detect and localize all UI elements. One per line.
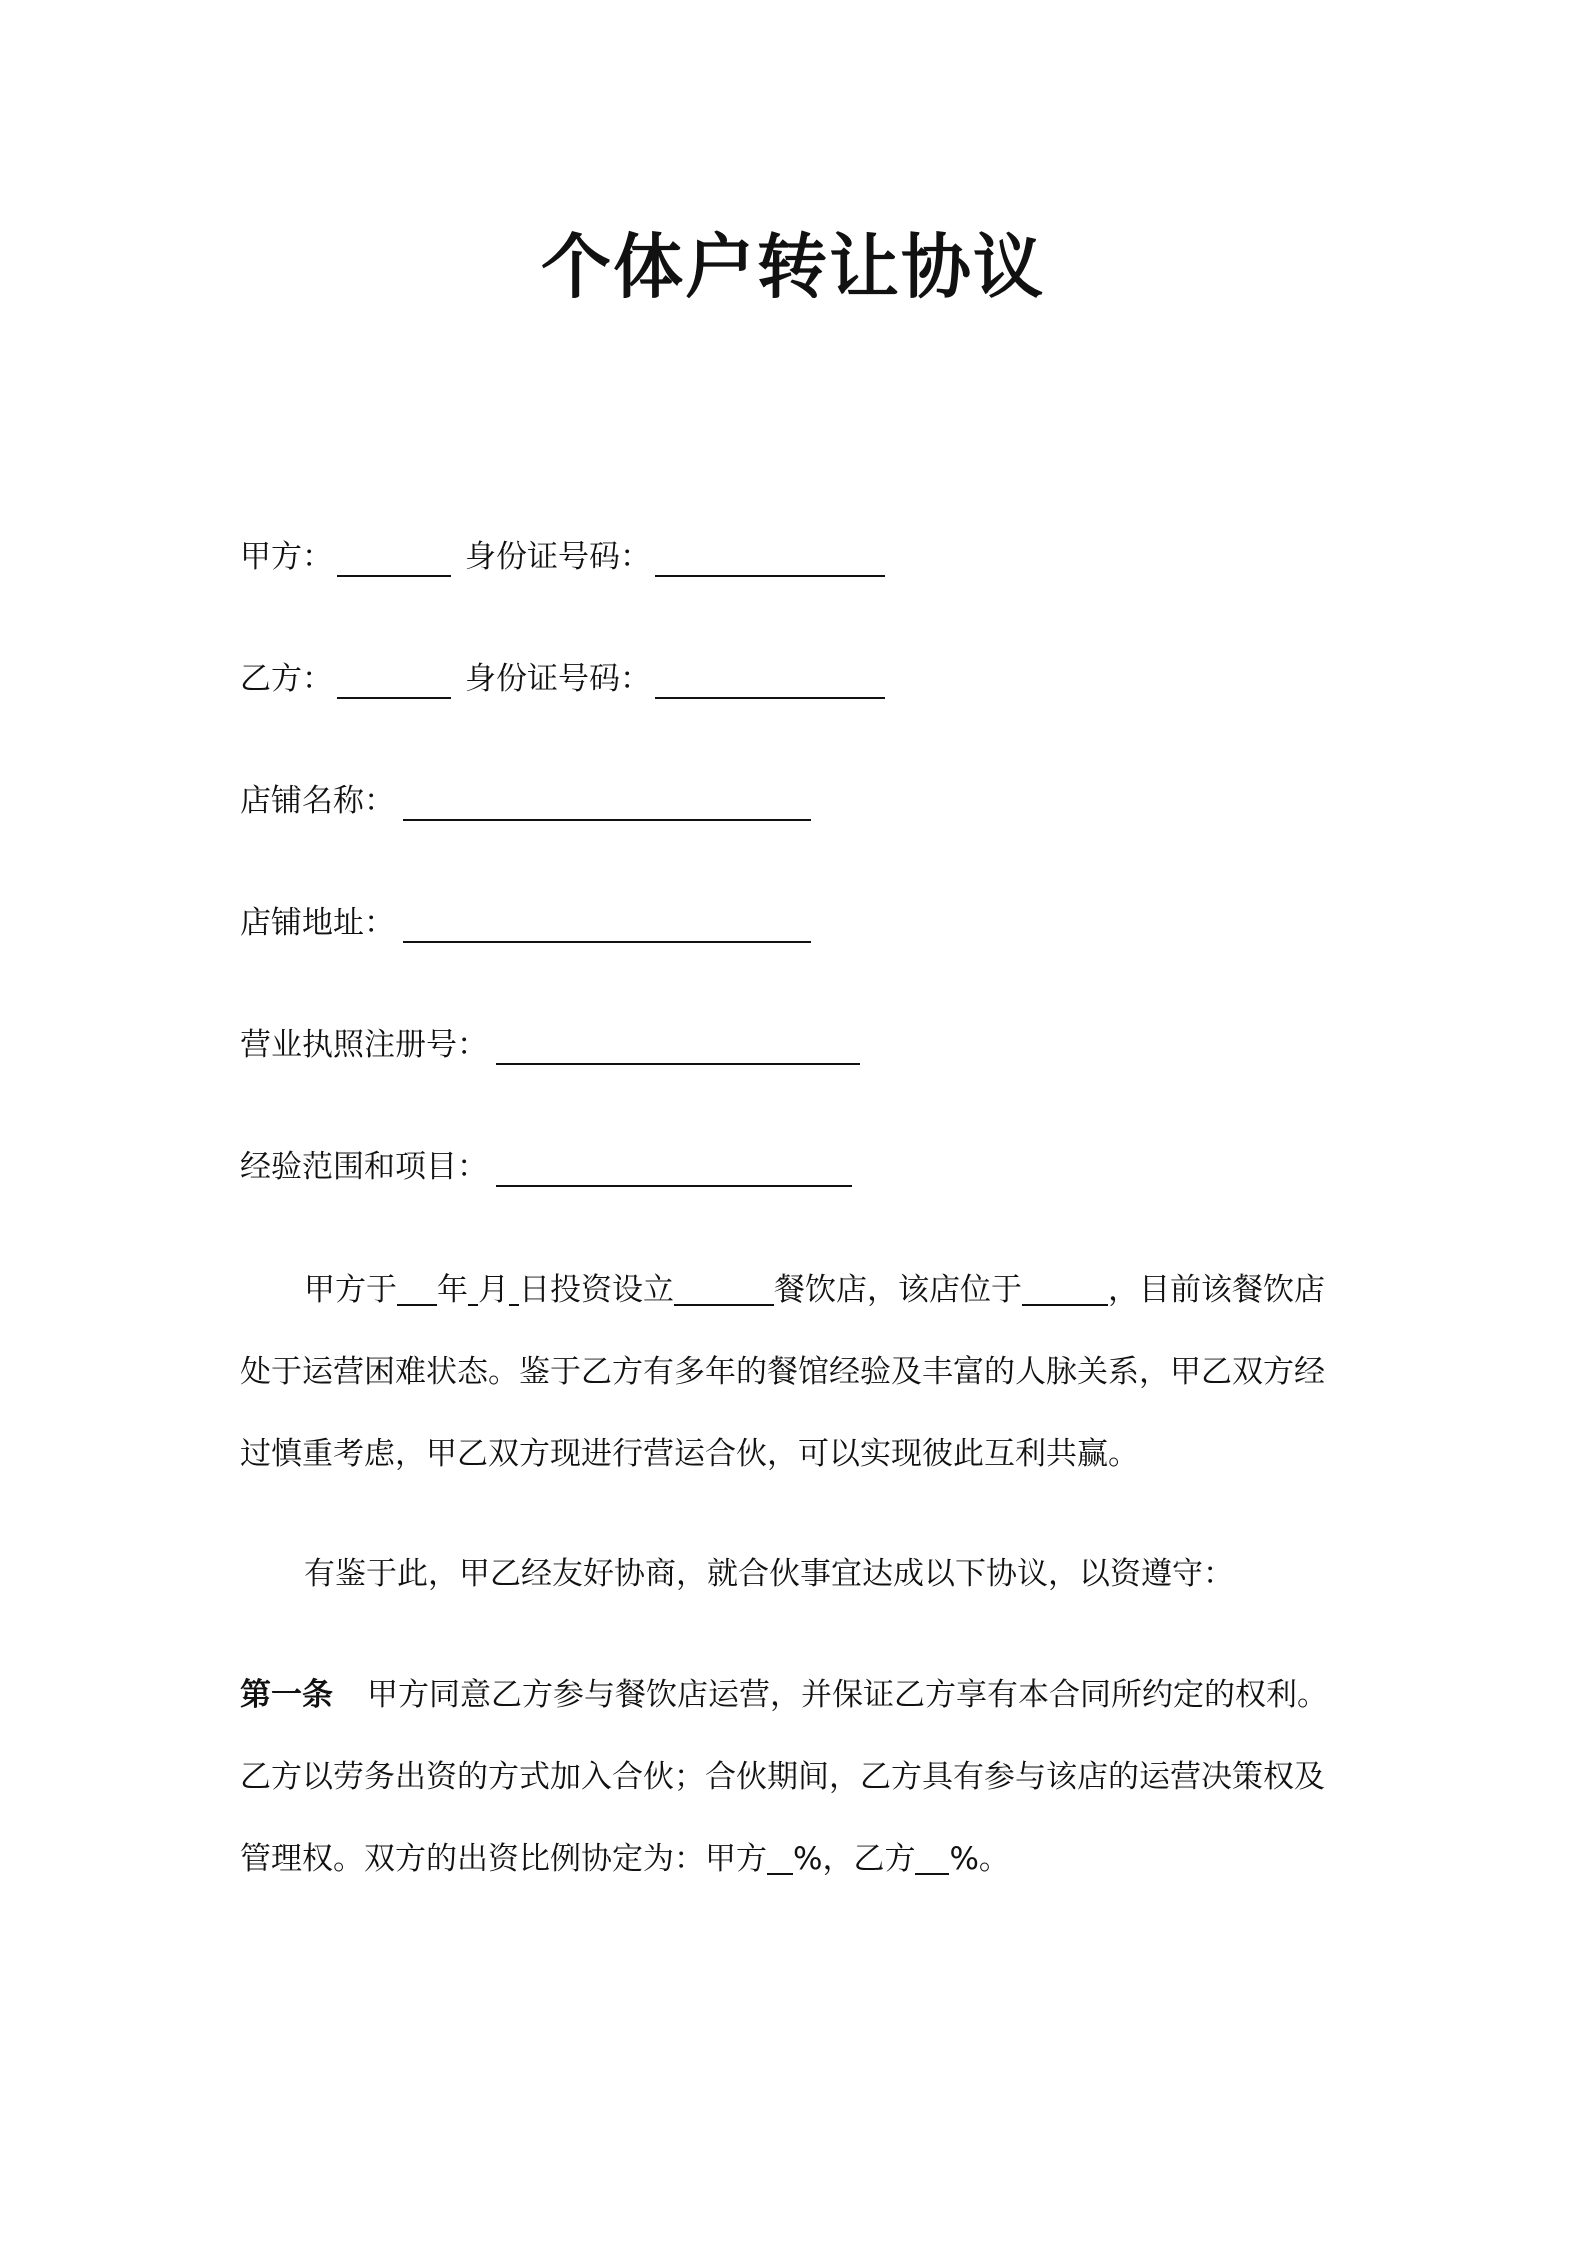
party-b-id-blank[interactable] [655,663,885,699]
party-a-label: 甲方： [240,539,333,575]
party-b-row [240,659,885,699]
restaurant-name-blank[interactable] [674,1274,774,1306]
store-address-label: 店铺地址： [240,905,395,941]
year-blank[interactable] [397,1274,437,1306]
party-a-blank[interactable] [337,541,451,577]
store-name-label: 店铺名称： [240,783,395,819]
article-1-line-1 [240,1654,1352,1736]
intro-text-a: 甲方于 [304,1272,397,1308]
intro-text-c: ，目前该餐饮店 [1108,1272,1325,1308]
store-address-blank[interactable] [403,907,811,943]
license-no-row [240,1025,860,1065]
article-1-text-1: 甲方同意乙方参与餐饮店运营，并保证乙方享有本合同所约定的权利。 [367,1677,1328,1713]
article-1-line-2: 乙方以劳务出资的方式加入合伙；合伙期间，乙方具有参与该店的运营决策权及 [240,1759,1325,1795]
intro-day: 日投资设立 [519,1272,674,1308]
party-b-percent-blank[interactable] [915,1843,949,1875]
license-no-blank[interactable] [496,1029,860,1065]
party-a-id-label: 身份证号码： [465,539,651,575]
business-scope-row [240,1147,852,1187]
article-1-text-3a: 管理权。双方的出资比例协定为：甲方 [240,1841,767,1877]
party-a-row [240,537,885,577]
intro-paragraph [240,1249,1352,1495]
intro-text-b: 餐饮店，该店位于 [774,1272,1022,1308]
article-1-pct-1: %，乙方 [793,1841,916,1877]
document-title: 个体户转让协议 [541,226,1045,308]
intro-line-2: 处于运营困难状态。鉴于乙方有多年的餐馆经验及丰富的人脉关系，甲乙双方经 [240,1354,1325,1390]
intro-month: 月 [478,1272,509,1308]
day-blank[interactable] [509,1274,519,1306]
store-address-row [240,903,811,943]
article-1-line-3 [240,1818,1352,1900]
agreement-intro-paragraph [240,1533,1352,1615]
party-b-id-label: 身份证号码： [465,661,651,697]
business-scope-blank[interactable] [496,1151,852,1187]
license-no-label: 营业执照注册号： [240,1027,488,1063]
article-1 [240,1654,1352,1900]
store-name-row [240,781,811,821]
month-blank[interactable] [468,1274,478,1306]
store-name-blank[interactable] [403,785,811,821]
business-scope-label: 经验范围和项目： [240,1149,488,1185]
intro-line-3: 过慎重考虑，甲乙双方现进行营运合伙，可以实现彼此互利共赢。 [240,1436,1139,1472]
article-1-pct-2: %。 [949,1841,1010,1877]
party-b-label: 乙方： [240,661,333,697]
party-a-percent-blank[interactable] [767,1843,793,1875]
intro-line-1 [240,1249,1352,1331]
intro-year: 年 [437,1272,468,1308]
agreement-intro-line: 有鉴于此，甲乙经友好协商，就合伙事宜达成以下协议，以资遵守： [304,1556,1234,1592]
article-1-heading: 第一条 [240,1677,333,1713]
party-a-id-blank[interactable] [655,541,885,577]
location-blank[interactable] [1022,1274,1108,1306]
party-b-blank[interactable] [337,663,451,699]
